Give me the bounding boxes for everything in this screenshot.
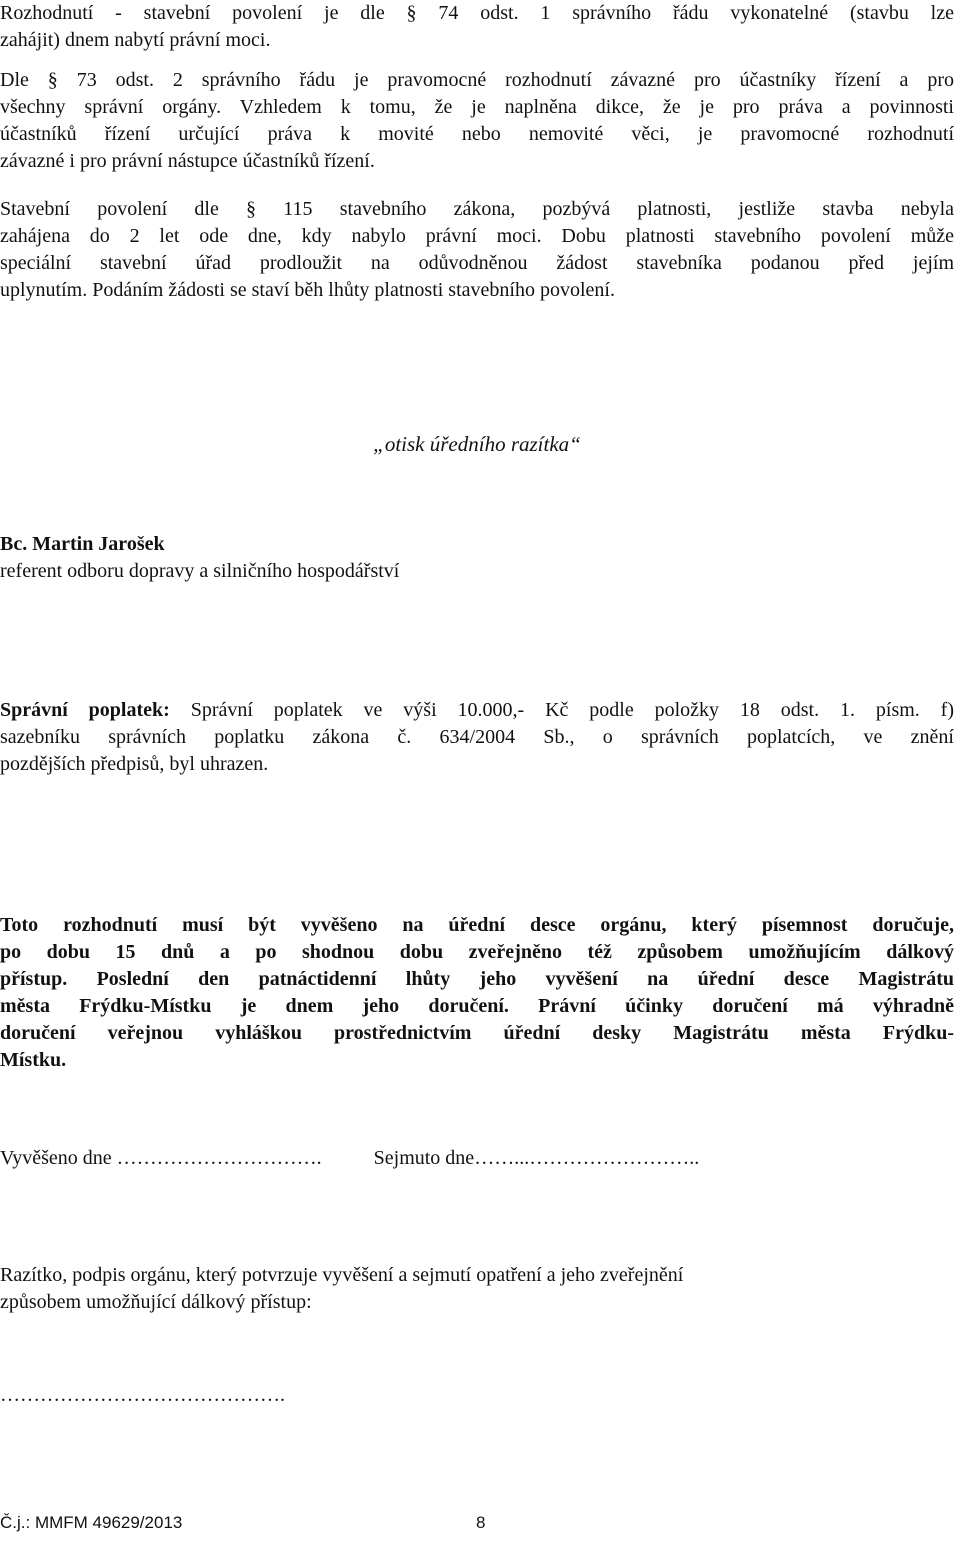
text-line: Místku. — [0, 1049, 67, 1071]
text-line: pozdějších předpisů, byl uhrazen. — [0, 753, 269, 775]
text-line: způsobem umožňující dálkový přístup: — [0, 1291, 312, 1313]
fee-label: Správní poplatek: — [0, 699, 170, 721]
text-line: speciální stavební úřad prodloužit na odůvodněnou žádost stavebníka podanou před jejím — [0, 252, 954, 274]
text-line: Razítko, podpis orgánu, který potvrzuje vyvěšení a sejmutí opatření a jeho zveřejnění — [0, 1264, 684, 1286]
public-notice — [0, 912, 954, 1074]
text-line: po dobu 15 dnů a po shodnou dobu zveřejněno též způsobem umožňujícím dálkový — [0, 941, 954, 963]
text-line: doručení veřejnou vyhláškou prostřednictvím úřední desky Magistrátu města Frýdku- — [0, 1022, 954, 1044]
text-line: Dle § 73 odst. 2 správního řádu je pravomocné rozhodnutí závazné pro účastníky řízení a pro — [0, 69, 954, 91]
text-line: Rozhodnutí - stavební povolení je dle § 74 odst. 1 správního řádu vykonatelné (stavbu lze — [0, 2, 954, 24]
signatory-role: referent odboru dopravy a silničního hospodářství — [0, 560, 400, 582]
text-line: uplynutím. Podáním žádosti se staví běh lhůty platnosti stavebního povolení. — [0, 279, 615, 301]
posting-dates — [0, 1145, 954, 1172]
text-line: zahájena do 2 let ode dne, kdy nabylo právní moci. Dobu platnosti stavebního povolení může — [0, 225, 954, 247]
paragraph-enforceability — [0, 0, 954, 54]
signature-line: ……………………………………. — [0, 1384, 285, 1406]
text-line: sazebníku správních poplatku zákona č. 634/2004 Sb., o správních poplatcích, ve znění — [0, 726, 954, 748]
signatory-name: Bc. Martin Jarošek — [0, 533, 165, 555]
text-line: přístup. Poslední den patnáctidenní lhůty jeho vyvěšení na úřední desce Magistrátu — [0, 968, 954, 990]
paragraph-validity — [0, 196, 954, 304]
fee-text: Správní poplatek ve výši 10.000,- Kč podle položky 18 odst. 1. písm. f) — [169, 699, 954, 721]
removed-label: Sejmuto dne — [373, 1147, 475, 1169]
official-stamp-placeholder: „otisk úředního razítka“ — [373, 432, 581, 456]
removed-date-field: ……...…………………….. — [474, 1147, 700, 1169]
text-line: Stavební povolení dle § 115 stavebního zákona, pozbývá platnosti, jestliže stavba nebyla — [0, 198, 954, 220]
page-footer — [0, 1512, 954, 1534]
text-line: zahájit) dnem nabytí právní moci. — [0, 29, 271, 51]
reference-number: Č.j.: MMFM 49629/2013 — [0, 1513, 183, 1532]
confirmation-text — [0, 1262, 954, 1316]
page-number: 8 — [476, 1513, 486, 1532]
posted-label: Vyvěšeno dne — [0, 1147, 112, 1169]
paragraph-finality — [0, 67, 954, 175]
signatory-block — [0, 531, 954, 585]
text-line: města Frýdku-Místku je dnem jeho doručení. Právní účinky doručení má výhradně — [0, 995, 954, 1017]
text-line: účastníků řízení určující práva k movité nebo nemovité věci, je pravomocné rozhodnutí — [0, 123, 954, 145]
posted-date-field: …………………………. — [111, 1147, 322, 1169]
text-line: Toto rozhodnutí musí být vyvěšeno na úřední desce orgánu, který písemnost doručuje, — [0, 914, 954, 936]
text-line: všechny správní orgány. Vzhledem k tomu, že je naplněna dikce, že je pro práva a povinnosti — [0, 96, 954, 118]
administrative-fee — [0, 697, 954, 778]
text-line: závazné i pro právní nástupce účastníků řízení. — [0, 150, 375, 172]
